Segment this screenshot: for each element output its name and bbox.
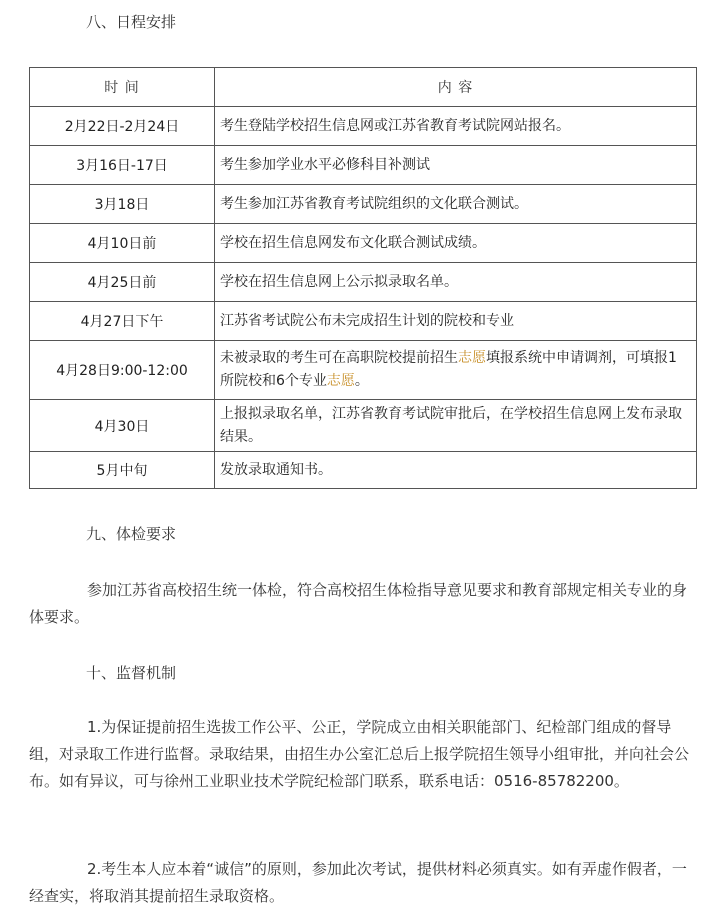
content-cell [215,341,697,400]
content-cell: 学校在招生信息网上公示拟录取名单。 [215,263,697,302]
time-cell: 3月16日-17日 [30,146,215,185]
table-header-row [30,68,697,107]
paragraph-text: 2.考生本人应本着“诚信”的原则，参加此次考试，提供材料必须真实。如有弄虚作假者，一经查实，将取消其提前招生录取资格。 [29,860,687,905]
table-row [30,452,697,489]
section-10-item-1 [29,714,697,795]
header-content: 内 容 [215,68,697,107]
time-cell: 2月22日-2月24日 [30,107,215,146]
time-cell: 4月25日前 [30,263,215,302]
content-cell: 考生参加学业水平必修科目补测试 [215,146,697,185]
table-row [30,185,697,224]
section-10-heading: 十、监督机制 [86,664,177,682]
table-row [30,263,697,302]
table-row [30,341,697,400]
content-cell: 江苏省考试院公布未完成招生计划的院校和专业 [215,302,697,341]
time-cell: 4月10日前 [30,224,215,263]
content-text: 填报系统中申请调剂，可填报1所院校和6个专业 [220,350,677,389]
table-row [30,400,697,452]
table-row [30,302,697,341]
content-cell: 发放录取通知书。 [215,452,697,489]
content-text: 未被录取的考生可在高职院校提前招生 [220,350,458,366]
section-10-item-2 [29,856,697,910]
section-9-heading: 九、体检要求 [86,525,177,543]
content-cell: 学校在招生信息网发布文化联合测试成绩。 [215,224,697,263]
table-row [30,107,697,146]
schedule-table [29,67,697,489]
section-8-heading: 八、日程安排 [86,13,177,31]
volunteer-link[interactable]: 志愿 [326,373,355,389]
time-cell: 4月28日9:00-12:00 [30,341,215,400]
content-cell: 考生参加江苏省教育考试院组织的文化联合测试。 [215,185,697,224]
content-cell: 考生登陆学校招生信息网或江苏省教育考试院网站报名。 [215,107,697,146]
content-text: 。 [354,373,369,389]
section-9-body [29,577,697,631]
table-row [30,224,697,263]
time-cell: 3月18日 [30,185,215,224]
paragraph-text: 参加江苏省高校招生统一体检，符合高校招生体检指导意见要求和教育部规定相关专业的身体要求。 [29,581,688,626]
content-cell: 上报拟录取名单，江苏省教育考试院审批后，在学校招生信息网上发布录取结果。 [215,400,697,452]
time-cell: 5月中旬 [30,452,215,489]
paragraph-text: 1.为保证提前招生选拔工作公平、公正，学院成立由相关职能部门、纪检部门组成的督导组，对录取工作进行监督。录取结果，由招生办公室汇总后上报学院招生领导小组审批，并向社会公布。如有异议，可与徐州工业职业技术学院纪检部门联系，联系电话：0516-85782200。 [29,718,690,790]
volunteer-link[interactable]: 志愿 [458,350,486,366]
header-time: 时 间 [30,68,215,107]
table-row [30,146,697,185]
time-cell: 4月30日 [30,400,215,452]
time-cell: 4月27日下午 [30,302,215,341]
